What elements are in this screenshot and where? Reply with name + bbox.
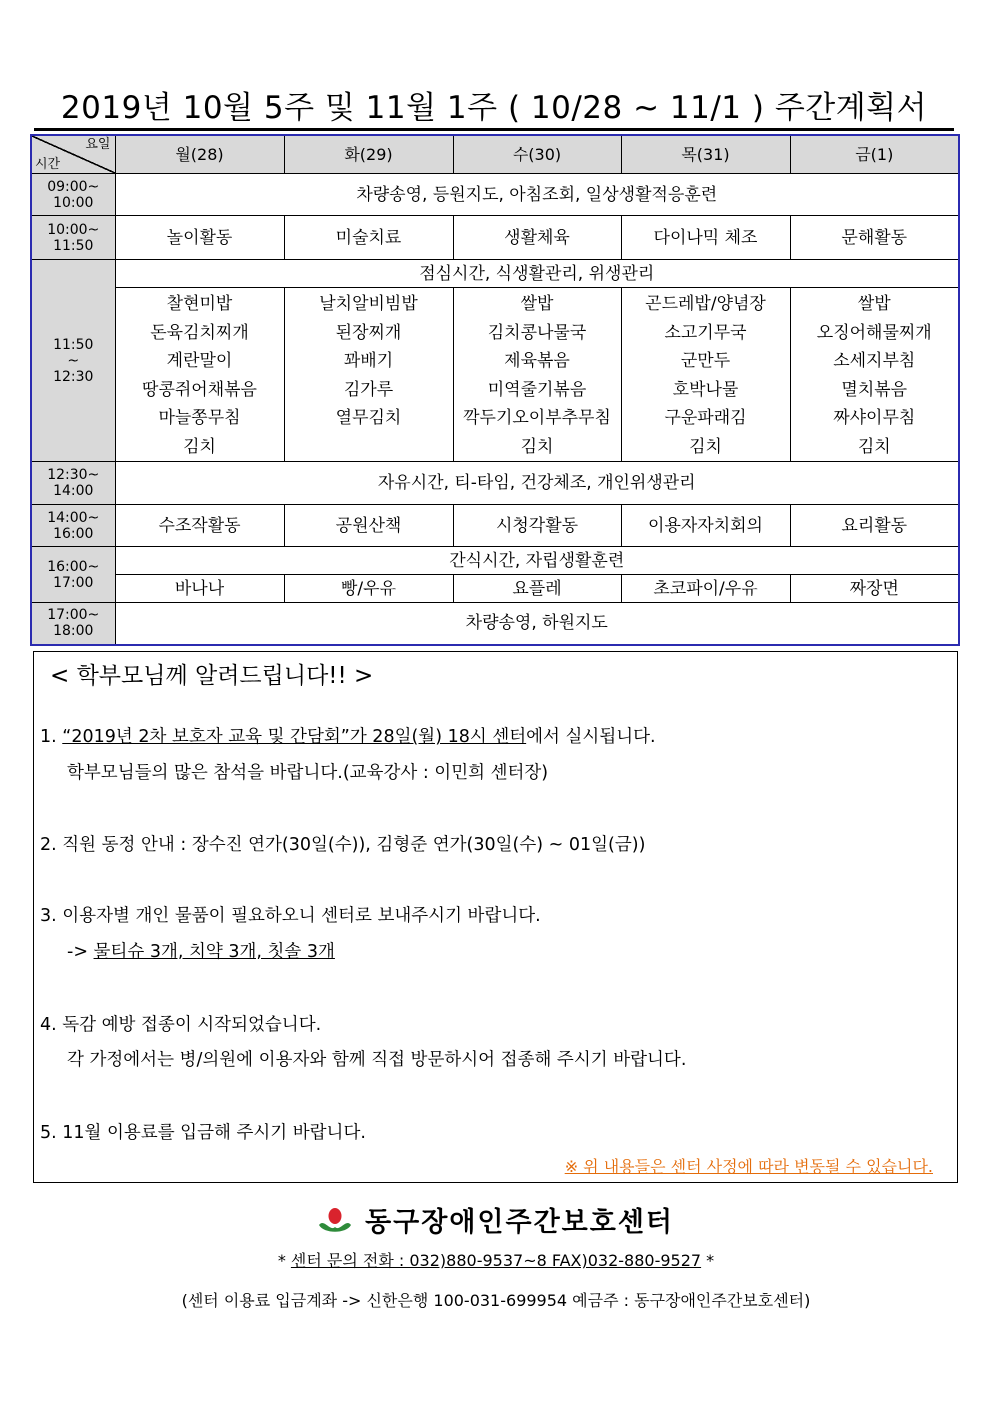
notice-item-3-items: 물티슈 3개, 치약 3개, 칫솔 3개 — [93, 942, 335, 962]
time-start: 16:00~ — [47, 558, 100, 575]
time-sep: ~ — [67, 352, 80, 369]
day-axis-label: 요일 — [85, 137, 111, 152]
table-row — [31, 575, 959, 603]
time-start: 12:30~ — [47, 467, 100, 483]
notice-item-1-emphasis: “2019년 2차 보호자 교육 및 간담회”가 28일(월) 18시 센터 — [62, 727, 527, 747]
activity-cell: 이용자자치회의 — [621, 505, 790, 547]
time-cell — [31, 603, 115, 645]
menu-item: 깍두기오이부추무침 — [463, 408, 611, 428]
menu-item: 찰현미밥 — [166, 294, 233, 314]
time-end: 18:00 — [53, 623, 94, 640]
activity-cell: 수조작활동 — [115, 505, 284, 547]
table-row — [31, 505, 959, 547]
time-start: 11:50 — [53, 336, 94, 353]
snack-cell: 초코파이/우유 — [621, 575, 790, 603]
lunch-menu-mon — [115, 288, 284, 462]
day-header-mon: 월(28) — [115, 135, 284, 174]
menu-item: 제육볶음 — [504, 351, 570, 371]
time-end: 12:30 — [53, 368, 94, 385]
table-row — [31, 260, 959, 288]
time-end: 16:00 — [53, 525, 94, 542]
bank-account-info: (센터 이용료 입금계좌 -> 신한은행 100-031-699954 예금주 : 동구장애인주간보호센터) — [181, 1291, 811, 1310]
activity-cell: 문해활동 — [790, 216, 959, 260]
notice-item-5: 5. 11월 이용료를 입금해 주시기 바랍니다. — [40, 1123, 366, 1143]
activity-cell: 자유시간, 티-타임, 건강체조, 개인위생관리 — [115, 462, 959, 505]
time-start: 17:00~ — [47, 607, 100, 624]
snack-header-cell: 간식시간, 자립생활훈련 — [115, 547, 959, 575]
lunch-menu-tue — [284, 288, 453, 462]
notice-heading: < 학부모님께 알려드립니다!! > — [50, 663, 374, 689]
activity-cell: 차량송영, 등원지도, 아침조회, 일상생활적응훈련 — [115, 174, 959, 216]
table-row — [31, 603, 959, 645]
table-row — [31, 216, 959, 260]
activity-cell: 요리활동 — [790, 505, 959, 547]
menu-item: 미역줄기볶음 — [487, 379, 587, 400]
activity-cell: 시청각활동 — [453, 505, 621, 547]
time-cell — [31, 505, 115, 547]
table-row — [31, 462, 959, 505]
center-logo-icon — [318, 1205, 352, 1235]
menu-item: 멸치볶음 — [841, 379, 908, 400]
star-right: * — [701, 1251, 715, 1270]
day-header-wed: 수(30) — [453, 135, 621, 174]
activity-cell: 놀이활동 — [115, 216, 284, 260]
menu-item: 구운파래김 — [664, 408, 747, 428]
activity-cell: 생활체육 — [453, 216, 621, 260]
menu-item: 땅콩쥐어채볶음 — [142, 379, 257, 400]
menu-item: 계란말이 — [166, 351, 233, 371]
time-end: 10:00 — [53, 194, 94, 211]
menu-item: 마늘쫑무침 — [158, 408, 241, 428]
center-name: 동구장애인주간보호센터 — [365, 1207, 674, 1238]
time-end: 17:00 — [53, 574, 94, 591]
time-end: 11:50 — [53, 237, 94, 254]
time-cell — [31, 216, 115, 260]
menu-item: 소고기무국 — [664, 322, 747, 343]
menu-item: 호박나물 — [672, 379, 739, 400]
notice-item-3: 3. 이용자별 개인 물품이 필요하오니 센터로 보내주시기 바랍니다. — [40, 906, 541, 926]
menu-item: 열무김치 — [335, 408, 402, 428]
contact-info: 센터 문의 전화 : 032)880-9537~8 FAX)032-880-9527 — [290, 1251, 702, 1270]
table-row — [31, 547, 959, 575]
time-start: 10:00~ — [47, 221, 100, 238]
time-cell — [31, 462, 115, 505]
time-cell — [31, 174, 115, 216]
menu-item: 김치 — [857, 436, 891, 457]
time-cell — [31, 260, 115, 462]
menu-item: 꽈배기 — [343, 351, 394, 371]
menu-item: 김치 — [183, 436, 216, 457]
lunch-header-cell: 점심시간, 식생활관리, 위생관리 — [115, 260, 959, 288]
lunch-menu-wed — [453, 288, 621, 462]
time-start: 14:00~ — [47, 509, 100, 526]
menu-item: 오징어해물찌개 — [816, 322, 932, 343]
notice-box — [33, 651, 958, 1183]
snack-cell: 바나나 — [115, 575, 284, 603]
notice-item-1-line2: 학부모님들의 많은 참석을 바랍니다.(교육강사 : 이민희 센터장) — [67, 763, 549, 783]
notice-item-1-suffix: 에서 실시됩니다. — [526, 727, 656, 747]
menu-item: 소세지부침 — [833, 351, 916, 371]
notice-item-number: 1. — [40, 727, 63, 747]
menu-item: 된장찌개 — [335, 322, 402, 343]
time-cell — [31, 547, 115, 603]
activity-cell: 공원산책 — [284, 505, 453, 547]
day-header-tue: 화(29) — [284, 135, 453, 174]
menu-item: 군만두 — [680, 351, 731, 371]
notice-item-4: 4. 독감 예방 접종이 시작되었습니다. — [40, 1015, 322, 1035]
menu-item: 김치콩나물국 — [487, 322, 587, 343]
snack-cell: 요플레 — [453, 575, 621, 603]
arrow-text: -> — [67, 942, 94, 962]
snack-cell: 짜장면 — [790, 575, 959, 603]
change-warning: ※ 위 내용들은 센터 사정에 따라 변동될 수 있습니다. — [564, 1157, 933, 1176]
menu-item: 쌀밥 — [520, 294, 554, 314]
menu-item: 김치 — [520, 436, 554, 457]
day-header-thu: 목(31) — [621, 135, 790, 174]
center-logo-row — [0, 1200, 992, 1240]
activity-cell: 차량송영, 하원지도 — [115, 603, 959, 645]
table-row — [31, 174, 959, 216]
menu-item: 김치 — [689, 436, 722, 457]
weekly-plan-table — [30, 134, 960, 646]
time-axis-label: 시간 — [35, 157, 61, 172]
menu-item: 돈육김치찌개 — [150, 322, 249, 343]
menu-item: 곤드레밥/양념장 — [645, 294, 766, 314]
menu-item: 날치알비빔밥 — [319, 294, 418, 314]
notice-item-2: 2. 직원 동정 안내 : 장수진 연가(30일(수)), 김형준 연가(30일(수) ~ 01일(금)) — [40, 835, 646, 855]
table-row — [31, 288, 959, 462]
menu-item: 쌀밥 — [857, 294, 891, 314]
notice-item-4-line2: 각 가정에서는 병/의원에 이용자와 함께 직접 방문하시어 접종해 주시기 바랍니다. — [67, 1050, 687, 1070]
star-left: * — [277, 1251, 291, 1270]
activity-cell: 다이나믹 체조 — [621, 216, 790, 260]
table-header-row — [31, 135, 959, 174]
contact-line — [0, 1250, 992, 1272]
time-start: 09:00~ — [47, 178, 100, 195]
snack-cell: 빵/우유 — [284, 575, 453, 603]
activity-cell: 미술치료 — [284, 216, 453, 260]
page-title: 2019년 10월 5주 및 11월 1주 ( 10/28 ~ 11/1 ) 주간계획서 — [34, 88, 954, 131]
corner-header-cell — [31, 135, 115, 174]
time-end: 14:00 — [53, 483, 94, 499]
notice-item-1 — [40, 726, 656, 748]
lunch-menu-fri — [790, 288, 959, 462]
menu-item: 짜샤이무침 — [833, 408, 916, 428]
lunch-menu-thu — [621, 288, 790, 462]
menu-item: 김가루 — [343, 379, 394, 400]
day-header-fri: 금(1) — [790, 135, 959, 174]
notice-item-3-line2 — [67, 941, 335, 963]
